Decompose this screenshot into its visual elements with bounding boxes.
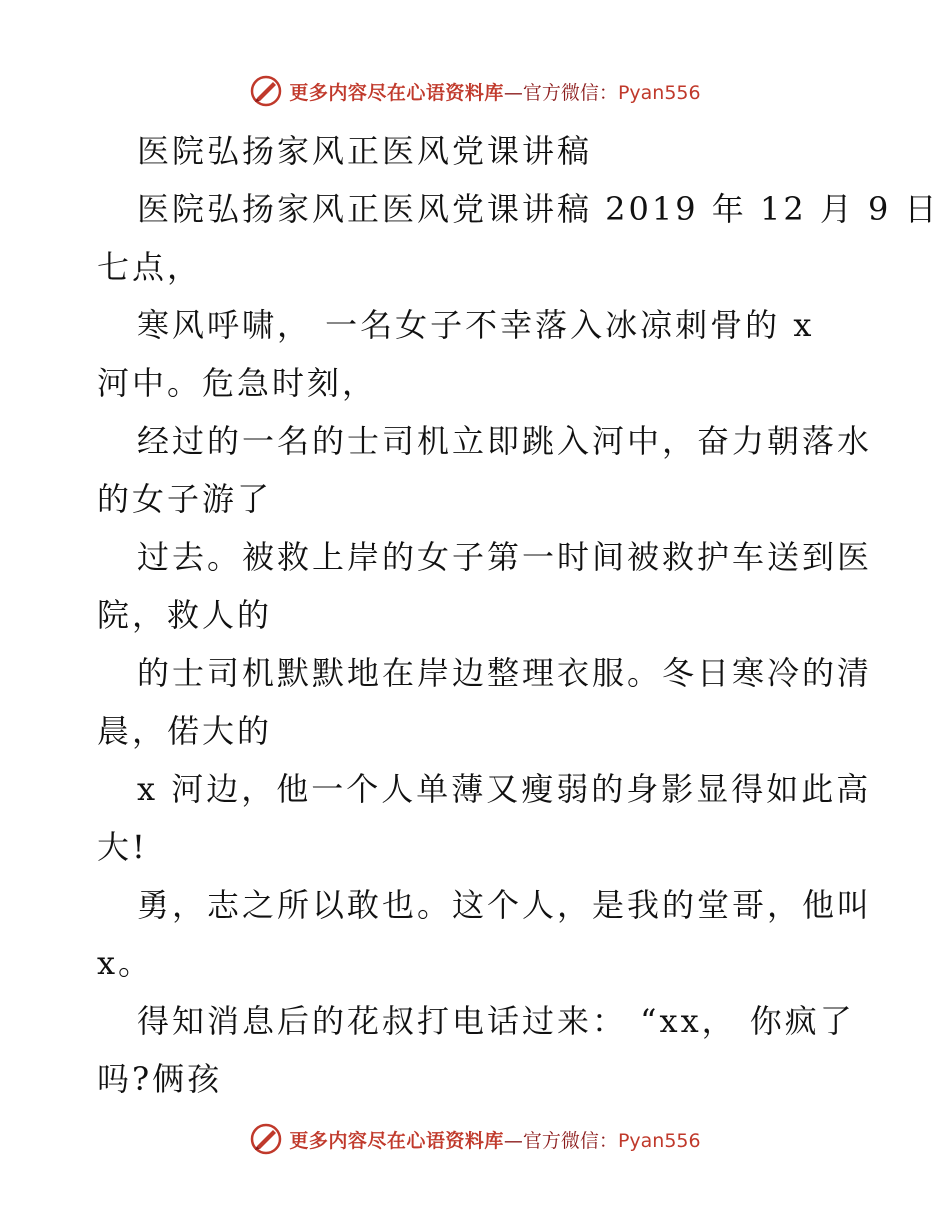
footer-banner-wechat-id: Pyan556 <box>617 1129 701 1152</box>
header-banner-wechat-id: Pyan556 <box>617 81 701 104</box>
paragraph-line: 勇，志之所以敢也。这个人，是我的堂哥，他叫 <box>137 886 873 924</box>
header-banner-text <box>289 78 700 105</box>
paragraph-line: x。 <box>97 944 154 982</box>
paragraph-line: 的女子游了 <box>97 480 273 518</box>
paragraph-line: 过去。被救上岸的女子第一时间被救护车送到医 <box>137 538 873 576</box>
paragraph-line: 得知消息后的花叔打电话过来： “xx， 你疯了 <box>137 1002 855 1040</box>
paragraph-line: x 河边，他一个人单薄又瘦弱的身影显得如此高 <box>137 770 872 808</box>
paragraph-line: 经过的一名的士司机立即跳入河中，奋力朝落水 <box>137 422 873 460</box>
footer-banner-text <box>289 1126 700 1153</box>
paragraph-line: 吗?俩孩 <box>97 1060 223 1098</box>
paragraph-line: 院，救人的 <box>97 596 273 634</box>
document-title: 医院弘扬家风正医风党课讲稿 <box>137 132 593 170</box>
footer-banner <box>0 1119 950 1159</box>
paragraph-line: 医院弘扬家风正医风党课讲稿 2019 年 12 月 9 日 <box>137 190 940 228</box>
paragraph-line: 大! <box>97 828 148 866</box>
paragraph-line: 七点， <box>97 248 203 286</box>
pen-logo-icon <box>249 1122 283 1156</box>
footer-banner-title: 更多内容尽在心语资料库 <box>289 1129 504 1152</box>
paragraph-line: 河中。危急时刻， <box>97 364 378 402</box>
paragraph-line: 的士司机默默地在岸边整理衣服。冬日寒冷的清 <box>137 654 873 692</box>
footer-banner-wechat-label: —官方微信： <box>503 1129 618 1152</box>
paragraph-line: 晨，偌大的 <box>97 712 273 750</box>
pen-logo-icon <box>249 74 283 108</box>
header-banner-wechat-label: —官方微信： <box>503 81 618 104</box>
header-banner-title: 更多内容尽在心语资料库 <box>289 81 504 104</box>
paragraph-line: 寒风呼啸， 一名女子不幸落入冰凉刺骨的 x <box>137 306 815 344</box>
document-body <box>97 122 940 1108</box>
header-banner <box>0 71 950 111</box>
